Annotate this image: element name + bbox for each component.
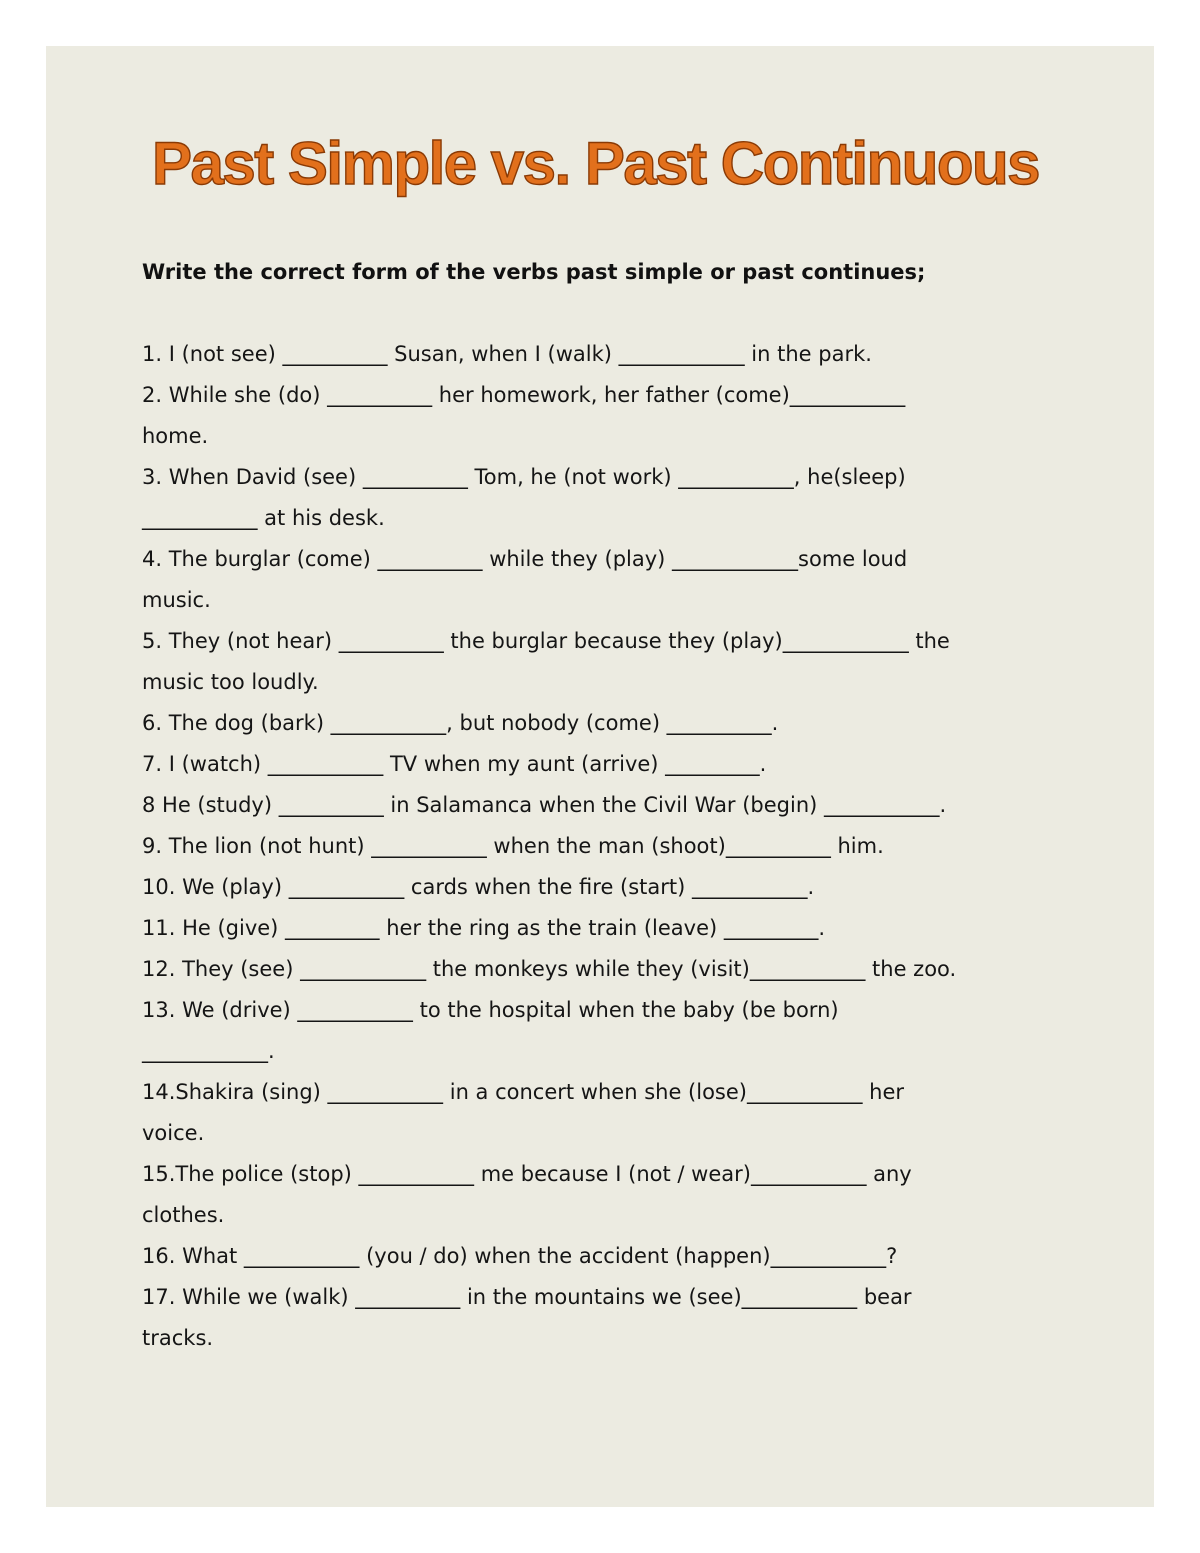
instruction-text: Write the correct form of the verbs past simple or past continues; (142, 260, 926, 284)
exercise-line: 1. I (not see) __________ Susan, when I (walk) ____________ in the park. (142, 342, 872, 366)
exercise-list (142, 334, 1072, 1359)
exercise-item (142, 457, 1072, 539)
exercise-line-continued: clothes. (142, 1203, 225, 1227)
exercise-item (142, 785, 1072, 826)
exercise-item (142, 990, 1072, 1072)
exercise-item (142, 744, 1072, 785)
exercise-line: 10. We (play) ___________ cards when the fire (start) ___________. (142, 875, 815, 899)
worksheet-page (46, 46, 1154, 1507)
exercise-line: 15.The police (stop) ___________ me because I (not / wear)___________ any (142, 1162, 912, 1186)
exercise-line-continued: home. (142, 424, 209, 448)
exercise-line: 13. We (drive) ___________ to the hospital when the baby (be born) (142, 998, 839, 1022)
exercise-item (142, 1236, 1072, 1277)
exercise-line-continued: voice. (142, 1121, 205, 1145)
exercise-item (142, 375, 1072, 457)
exercise-line: 5. They (not hear) __________ the burglar because they (play)____________ the (142, 629, 950, 653)
exercise-line-continued: ___________ at his desk. (142, 506, 385, 530)
exercise-line: 9. The lion (not hunt) ___________ when the man (shoot)__________ him. (142, 834, 884, 858)
exercise-line: 8 He (study) __________ in Salamanca when the Civil War (begin) ___________. (142, 793, 947, 817)
exercise-item (142, 826, 1072, 867)
exercise-line-continued: ____________. (142, 1039, 275, 1063)
exercise-item (142, 703, 1072, 744)
exercise-line: 12. They (see) ____________ the monkeys while they (visit)___________ the zoo. (142, 957, 957, 981)
exercise-line: 4. The burglar (come) __________ while they (play) ____________some loud (142, 547, 908, 571)
exercise-item (142, 908, 1072, 949)
exercise-item (142, 334, 1072, 375)
exercise-line: 17. While we (walk) __________ in the mountains we (see)___________ bear (142, 1285, 912, 1309)
exercise-item (142, 1072, 1072, 1154)
page-title: Past Simple vs. Past Continuous (152, 130, 1040, 197)
exercise-line: 7. I (watch) ___________ TV when my aunt (arrive) _________. (142, 752, 767, 776)
exercise-line: 6. The dog (bark) ___________, but nobody (come) __________. (142, 711, 779, 735)
exercise-line-continued: music. (142, 588, 211, 612)
exercise-item (142, 867, 1072, 908)
exercise-line: 2. While she (do) __________ her homework, her father (come)___________ (142, 383, 906, 407)
exercise-item (142, 539, 1072, 621)
exercise-item (142, 1154, 1072, 1236)
exercise-line: 3. When David (see) __________ Tom, he (not work) ___________, he(sleep) (142, 465, 906, 489)
exercise-line-continued: music too loudly. (142, 670, 319, 694)
exercise-item (142, 621, 1072, 703)
exercise-line-continued: tracks. (142, 1326, 214, 1350)
exercise-item (142, 949, 1072, 990)
exercise-item (142, 1277, 1072, 1359)
exercise-line: 14.Shakira (sing) ___________ in a concert when she (lose)___________ her (142, 1080, 905, 1104)
exercise-line: 16. What ___________ (you / do) when the accident (happen)___________? (142, 1244, 898, 1268)
exercise-line: 11. He (give) _________ her the ring as the train (leave) _________. (142, 916, 826, 940)
